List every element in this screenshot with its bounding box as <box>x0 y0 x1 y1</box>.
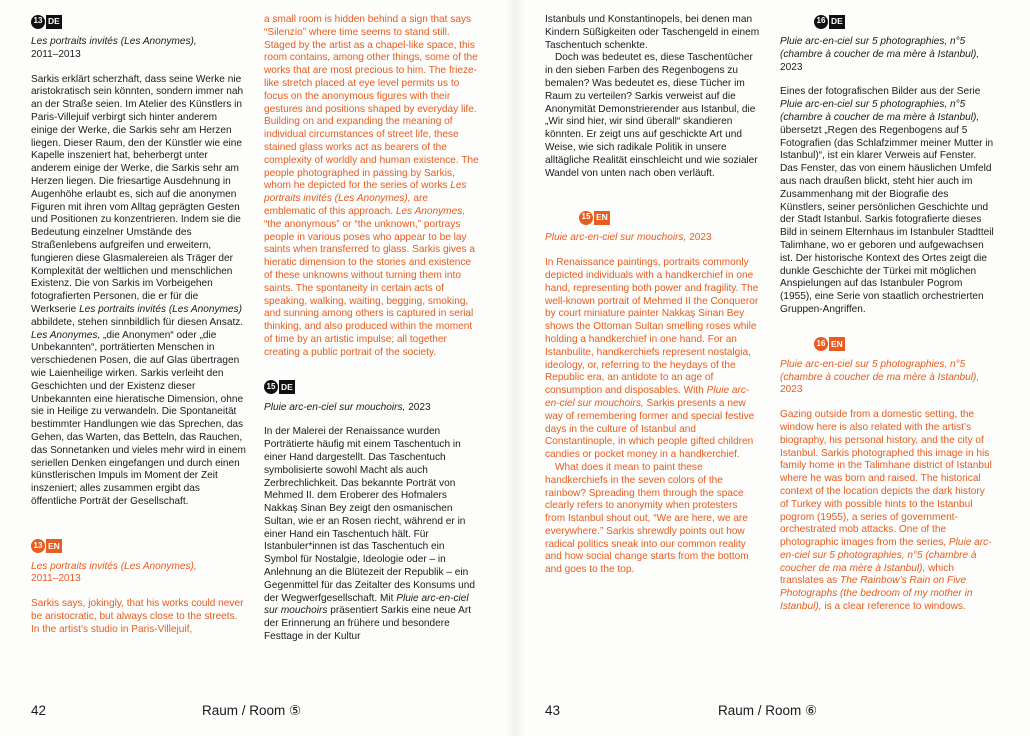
entry-13-de-header <box>31 14 246 29</box>
right-page <box>515 0 1030 736</box>
entry-text-en: Sarkis says, jokingly, that his works could never be aristocratic, but always close to the streets. In the artist’s studio in Paris-Villejuif, <box>31 598 244 635</box>
entry-year: 2023 <box>780 384 803 396</box>
page-number: 43 <box>545 703 561 718</box>
left-column-1 <box>31 14 246 637</box>
entry-number-badge: 15 <box>264 380 278 394</box>
entry-15-de-header <box>264 380 479 395</box>
left-column-2 <box>264 14 479 644</box>
entry-title: Pluie arc-en-ciel sur mouchoirs, 2023 <box>545 232 712 244</box>
entry-year: 2011–2013 <box>31 573 81 585</box>
entry-title: Les portraits invités (Les Anonymes), <box>31 560 197 572</box>
language-badge-de: DE <box>829 15 845 29</box>
entry-text-en: In Renaissance paintings, portraits commonly depicted individuals with a handkerchief in one hand, representing both power and fragility. The well-known portrait of Mehmed II the Conqueror by court miniature painter Nakkaş Sinan Bey shows the Ottoman Sultan smelling roses while holding a handkerchief in one hand. For an Istanbulite, handkerchiefs represent nostalgia, ideology, or, referring to the heydays of the Republic era, an antidote to an age of consumption and disposables. With Pluie arc-en-ciel sur mouchoirs, Sarkis presents a new way of remembering former and special festive days in the culture of Istanbul and Constantinople, in which people gifted children candies or pocket money in a handkerchief. <box>545 257 759 461</box>
entry-text-en: What does it mean to paint these handkerchiefs in the seven colors of the rainbow? Spreading them through the space clearly refers to anonymity when protesters from Istanbul shout out, “We are here, we are everywhere.” Sarkis shrewdly points out how radical politics sneak into our common reality and how social change starts from the bottom and goes to the top. <box>545 461 749 576</box>
entry-number-badge: 13 <box>31 15 45 29</box>
language-badge-en: EN <box>829 337 845 351</box>
entry-text-de: Sarkis erklärt scherzhaft, dass seine Werke nie aristokratisch sein könnten, sondern immer nah an der Straße seien. Im Atelier des Künstlers in Paris-Villejuif verbirgt sich hinter anderem einige der Werke, die Sarkis sehr am Herzen liegen. Dieser Raum, den der Künstler wie eine Kapelle inszeniert hat, beherbergt unter anderem einige der Werke, die Sarkis sehr am Herzen liegen. Die friesartige Ausdehnung in Augenhöhe erlaubt es, sich auf die anonymen Figuren mit ihren vom Alltag geprägten Gesten und Positionen zu konzentrieren. Indem sie die Bedeutung einzelner Umstände des Straßenlebens aufgreifen und erweitern, fungieren diese Glasmalereien als Träger der Komplexität der weltlichen und menschlichen Existenz. Die von Sarkis im Vorbeigehen fotografierten Personen, die er für die Werkserie Les portraits invités (Les Anonymes) abbildete, stehen sinnbildlich für diesen Ansatz. Les Anonymes, „die Anonymen“ oder „die Unbekannten“, porträtierten Menschen in verschiedenen Posen, die auf Glas übertragen wie Laienheilige wirken. Sarkis verleiht den Geschichten und der Existenz dieser Unbekannten eine hieratische Dimension, ohne sie in Heilige zu verwandeln. Die Spontaneität bestimmter Handlungen wie das Sprechen, das Gehen, das Warten, das Betteln, das Rauchen, das Sonnetanken und vieles mehr wird in einem seriellen Denken eingefangen und durch einen künstlerischen Impuls im Moment der Zeit inszeniert; alles zusammen ergibt das öffentliche Porträt der Gesellschaft. <box>31 73 246 507</box>
entry-title: Pluie arc-en-ciel sur 5 photographies, n°5 (chambre à coucher de ma mère à Istanbul), <box>780 358 980 383</box>
language-badge-de: DE <box>46 15 62 29</box>
entry-number-badge: 13 <box>31 539 45 553</box>
entry-text-en: Gazing outside from a domestic setting, the window here is also related with the artist’s biography, his personal history, and the city of Istanbul. Sarkis photographed this image in his family home in the Talimhane district of Istanbul where he was born and raised. The historical context of the location depicts the dark history of Turkey with possible hints to the Istanbul pogrom (1955), a series of government-orchestrated mob attacks. One of the photographic images from the series, Pluie arc-en-ciel sur 5 photographies, n°5 (chambre à coucher de ma mère à Istanbul), which translates as The Rainbow’s Rain on Five Photographs (the bedroom of my mother in Istanbul), is a clear reference to windows. <box>780 409 992 613</box>
entry-text-de: Istanbuls und Konstantinopels, bei denen man Kindern Süßigkeiten oder Taschengeld in einem Taschentuch schenkte. <box>545 14 760 51</box>
entry-16-en-header <box>814 337 995 352</box>
language-badge-en: EN <box>46 539 62 553</box>
right-column-1 <box>545 14 760 577</box>
entry-text-en: a small room is hidden behind a sign that says “Silenzio” where time seems to stand still. Staged by the artist as a chapel-like space, this room contains, among other things, some of the works that are most precious to him. The frieze-like stretch placed at eye level permits us to focus on the anonymous figures with their gestures and positions shaped by everyday life. Building on and expanding the meaning of individual circumstances of street life, these stained glass works act as bearers of the complexity of worldly and human existence. The people photographed in passing by Sarkis, whom he depicted for the series of works Les portraits invités (Les Anonymes), are emblematic of this approach. Les Anonymes, “the anonymous” or “the unknown,” portrays people in various poses who appear to be lay saints when transferred to glass. Sarkis gives a hieratic dimension to the stories and existence of these unknowns without turning them into saints. The spontaneity in certain acts of speaking, walking, waiting, begging, smoking, and sunning among others is captured in serial thinking, and also produced within the moment of time by an artistic impulse; all together creating a public portrait of the society. <box>264 14 479 358</box>
entry-text-de: Doch was bedeutet es, diese Taschentücher in den sieben Farben des Regenbogens zu bemalen? Was bedeutet es, diese Tücher im Raum zu verteilen? Sarkis verweist auf die Anonymität Demonstrierender aus Istanbul, die „Wir sind hier, wir sind überall“ skandieren könnten. Er zeigt uns auf geschickte Art und Weise, wie sich radikale Politik in unsere alltägliche Realität einschleicht und wie sozialer Wandel von unten nach oben verläuft. <box>545 52 758 179</box>
entry-text-de: Eines der fotografischen Bilder aus der Serie Pluie arc-en-ciel sur 5 photographies, n°5 (chambre à coucher de ma mère à Istanbul), übersetzt „Regen des Regenbogens auf 5 Fotografien (das Schlafzimmer meiner Mutter in Istanbul)“, ist ein klarer Verweis auf Fenster. Das Fenster, das von einem häuslichen Umfeld aus nach draußen blickt, steht hier auch im Zusammenhang mit der Biografie des Künstlers, seiner persönlichen Geschichte und der Stadt Istanbul. Sarkis fotografierte dieses Bild in seinem Elternhaus im Istanbuler Stadtteil Talimhane, wo er geboren und aufgewachsen ist. Der historische Kontext des Ortes zeigt die dunkle Geschichte der Türkei mit möglichen Anspielungen auf das Istanbuler Pogrom (1955), eine Serie von staatlich orchestrierten Gruppen-Angriffen. <box>780 86 994 315</box>
room-label: Raum / Room ⑤ <box>202 703 302 718</box>
entry-number-badge: 16 <box>814 15 828 29</box>
entry-title: Pluie arc-en-ciel sur mouchoirs, 2023 <box>264 401 431 413</box>
entry-number-badge: 16 <box>814 337 828 351</box>
entry-year: 2011–2013 <box>31 48 81 60</box>
entry-title: Pluie arc-en-ciel sur 5 photographies, n°5 (chambre à coucher de ma mère à Istanbul), <box>780 36 980 60</box>
right-column-2 <box>780 14 995 614</box>
language-badge-en: EN <box>594 211 610 225</box>
book-gutter-shadow <box>505 0 525 736</box>
room-label: Raum / Room ⑥ <box>718 703 818 718</box>
entry-number-badge: 15 <box>579 211 593 225</box>
entry-15-en-header <box>579 210 760 225</box>
entry-16-de-header <box>814 14 995 29</box>
entry-year: 2023 <box>780 61 803 73</box>
entry-title: Les portraits invités (Les Anonymes), <box>31 36 197 47</box>
page-number: 42 <box>31 703 47 718</box>
entry-text-de: In der Malerei der Renaissance wurden Porträtierte häufig mit einem Taschentuch in einer Hand dargestellt. Das Taschentuch symbolisierte sowohl Macht als auch Zerbrechlichkeit. Das bekannte Porträt von Mehmed II. dem Eroberer des Hofmalers Nakkaş Sinan Bey zeigt den osmanischen Sultan, wie er an Rosen riecht, während er in einer Hand ein Taschentuch hält. Für Istanbuler*innen ist das Taschentuch ein Symbol für Nostalgie, Ideologie oder – in Anlehnung an die Blütezeit der Republik – ein Gegenmittel für das Zeitalter des Konsums und der Wegwerfgesellschaft. Mit Pluie arc-en-ciel sur mouchoirs präsentiert Sarkis eine neue Art der Erinnerung an frühere und besondere Festtage in der Kultur <box>264 426 475 643</box>
language-badge-de: DE <box>279 380 295 394</box>
entry-13-en-header <box>31 539 246 554</box>
